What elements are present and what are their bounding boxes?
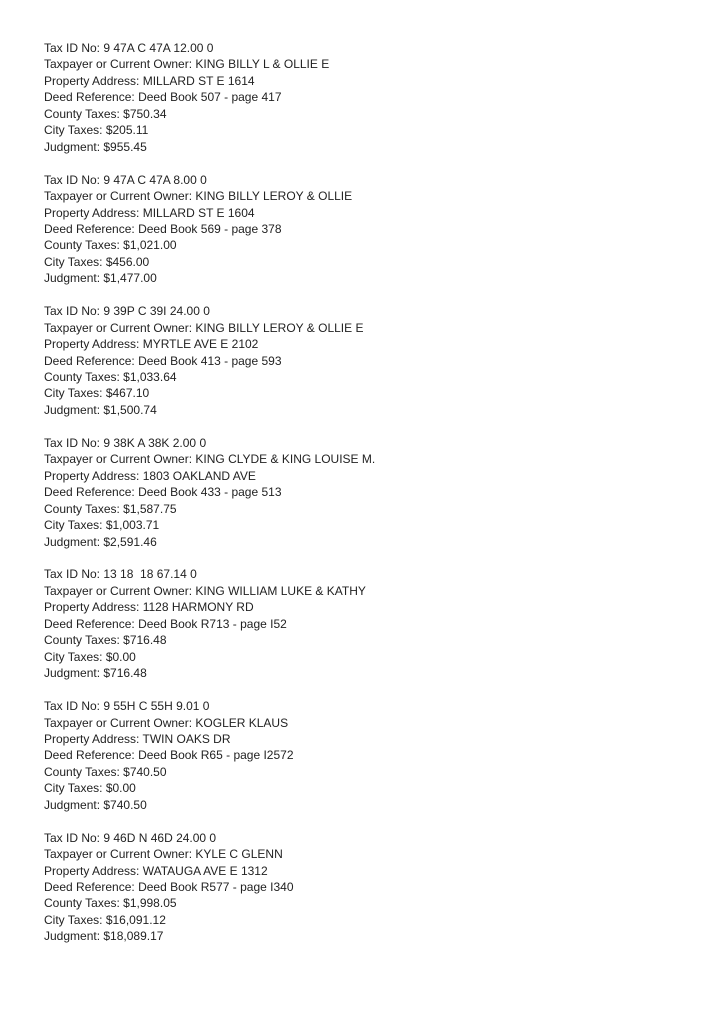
field-label: Property Address: [44,863,143,878]
field-label: City Taxes: [44,912,106,927]
field-label: Taxpayer or Current Owner: [44,320,196,335]
field-label: Taxpayer or Current Owner: [44,715,196,730]
field-value: KOGLER KLAUS [195,715,289,730]
field-value: $0.00 [105,649,136,664]
field-value: Deed Book R577 - page I340 [138,880,294,895]
record-tax-id-line [44,698,375,714]
field-label: Judgment: [44,797,104,812]
field-value: $716.48 [123,633,167,648]
field-label: City Taxes: [44,649,106,664]
field-label: Taxpayer or Current Owner: [44,847,196,862]
field-label: Property Address: [44,468,143,483]
field-label: Property Address: [44,205,143,220]
field-label: Judgment: [44,271,104,286]
field-label: City Taxes: [44,254,106,269]
field-label: Property Address: [44,337,143,352]
record-judgment-line [44,797,375,813]
field-value: TWIN OAKS DR [142,731,231,746]
field-value: KING CLYDE & KING LOUISE M. [195,452,376,467]
field-value: $0.00 [105,781,136,796]
field-value: $1,500.74 [103,402,157,417]
record-address-line [44,205,375,221]
field-label: County Taxes: [44,106,124,121]
field-label: Deed Reference: [44,485,139,500]
record-county-line [44,764,375,780]
field-label: Deed Reference: [44,616,139,631]
field-label: Deed Reference: [44,90,139,105]
field-value: $740.50 [123,764,167,779]
field-value: Deed Book 569 - page 378 [138,221,282,236]
tax-record [44,40,375,155]
field-value: WATAUGA AVE E 1312 [142,863,268,878]
field-value: $18,089.17 [103,929,164,944]
field-value: MILLARD ST E 1614 [142,73,255,88]
field-label: Taxpayer or Current Owner: [44,189,196,204]
record-city-line [44,780,375,796]
field-value: $1,033.64 [123,370,177,385]
record-owner-line [44,320,375,336]
field-label: Judgment: [44,402,104,417]
record-tax-id-line [44,172,375,188]
record-deed-line [44,353,375,369]
field-label: Deed Reference: [44,880,139,895]
record-owner-line [44,583,375,599]
tax-record [44,830,375,945]
field-value: KING BILLY L & OLLIE E [195,57,330,72]
field-label: Deed Reference: [44,353,139,368]
record-city-line [44,254,375,270]
field-value: 1128 HARMONY RD [142,600,254,615]
field-value: KING WILLIAM LUKE & KATHY [195,583,366,598]
field-label: Judgment: [44,534,104,549]
record-county-line [44,501,375,517]
record-deed-line [44,747,375,763]
field-value: $205.11 [105,123,149,138]
record-deed-line [44,221,375,237]
record-tax-id-line [44,303,375,319]
field-value: $750.34 [123,106,167,121]
field-label: Judgment: [44,929,104,944]
field-value: $456.00 [105,254,150,269]
field-label: Tax ID No: [44,699,104,714]
tax-record [44,698,375,813]
field-label: Property Address: [44,600,143,615]
field-value: $467.10 [105,386,150,401]
field-label: City Taxes: [44,518,106,533]
record-judgment-line [44,534,375,550]
record-judgment-line [44,928,375,944]
field-value: $1,003.71 [105,518,160,533]
field-label: Tax ID No: [44,304,104,319]
field-value: KING BILLY LEROY & OLLIE E [195,320,364,335]
field-value: 9 39P C 39I 24.00 0 [103,304,210,319]
record-tax-id-line [44,830,375,846]
record-judgment-line [44,665,375,681]
record-city-line [44,385,375,401]
record-address-line [44,468,375,484]
record-owner-line [44,451,375,467]
field-label: Property Address: [44,731,143,746]
field-value: Deed Book 433 - page 513 [138,485,282,500]
field-value: $955.45 [103,139,147,154]
tax-record [44,566,375,681]
record-tax-id-line [44,435,375,451]
field-label: City Taxes: [44,781,106,796]
field-value: 9 47A C 47A 8.00 0 [103,172,207,187]
field-label: City Taxes: [44,386,106,401]
field-label: Taxpayer or Current Owner: [44,452,196,467]
record-deed-line [44,879,375,895]
field-label: County Taxes: [44,370,124,385]
field-value: $740.50 [103,797,147,812]
record-county-line [44,369,375,385]
record-address-line [44,336,375,352]
field-value: KING BILLY LEROY & OLLIE [195,189,353,204]
field-label: Tax ID No: [44,567,104,582]
field-label: Deed Reference: [44,221,139,236]
record-county-line [44,237,375,253]
field-value: 13 18 18 67.14 0 [103,567,197,582]
field-label: Deed Reference: [44,748,139,763]
field-label: Tax ID No: [44,172,104,187]
field-value: $2,591.46 [103,534,157,549]
tax-record [44,435,375,550]
field-label: Tax ID No: [44,830,104,845]
field-value: Deed Book R65 - page I2572 [138,748,294,763]
record-judgment-line [44,139,375,155]
field-label: County Taxes: [44,896,124,911]
record-county-line [44,895,375,911]
field-value: 9 55H C 55H 9.01 0 [103,699,210,714]
record-city-line [44,912,375,928]
field-value: $1,998.05 [123,896,177,911]
record-address-line [44,731,375,747]
field-value: 9 46D N 46D 24.00 0 [103,830,217,845]
record-owner-line [44,188,375,204]
field-value: Deed Book 507 - page 417 [138,90,282,105]
field-label: County Taxes: [44,633,124,648]
field-value: $1,587.75 [123,501,177,516]
field-value: MILLARD ST E 1604 [142,205,255,220]
field-label: Taxpayer or Current Owner: [44,57,196,72]
field-value: 9 38K A 38K 2.00 0 [103,435,207,450]
field-value: MYRTLE AVE E 2102 [142,337,259,352]
field-label: Taxpayer or Current Owner: [44,583,196,598]
record-judgment-line [44,270,375,286]
record-address-line [44,599,375,615]
record-tax-id-line [44,40,375,56]
field-value: 1803 OAKLAND AVE [142,468,256,483]
tax-record [44,303,375,418]
field-label: County Taxes: [44,764,124,779]
field-label: Tax ID No: [44,435,104,450]
record-county-line [44,632,375,648]
document-page [44,40,375,961]
field-label: City Taxes: [44,123,106,138]
field-value: $716.48 [103,666,147,681]
field-label: County Taxes: [44,501,124,516]
record-city-line [44,122,375,138]
record-deed-line [44,616,375,632]
field-value: $1,021.00 [123,238,177,253]
record-city-line [44,517,375,533]
field-value: Deed Book R713 - page I52 [138,616,287,631]
tax-record [44,172,375,287]
field-label: Property Address: [44,73,143,88]
record-deed-line [44,484,375,500]
record-address-line [44,73,375,89]
field-value: $16,091.12 [105,912,166,927]
field-value: $1,477.00 [103,271,157,286]
record-owner-line [44,56,375,72]
record-judgment-line [44,402,375,418]
record-city-line [44,649,375,665]
record-owner-line [44,846,375,862]
record-owner-line [44,715,375,731]
record-tax-id-line [44,566,375,582]
record-deed-line [44,89,375,105]
field-label: Judgment: [44,666,104,681]
field-value: 9 47A C 47A 12.00 0 [103,41,214,55]
record-county-line [44,106,375,122]
record-address-line [44,863,375,879]
field-label: Tax ID No: [44,41,104,55]
field-label: Judgment: [44,139,104,154]
field-value: KYLE C GLENN [195,847,283,862]
field-label: County Taxes: [44,238,124,253]
field-value: Deed Book 413 - page 593 [138,353,282,368]
